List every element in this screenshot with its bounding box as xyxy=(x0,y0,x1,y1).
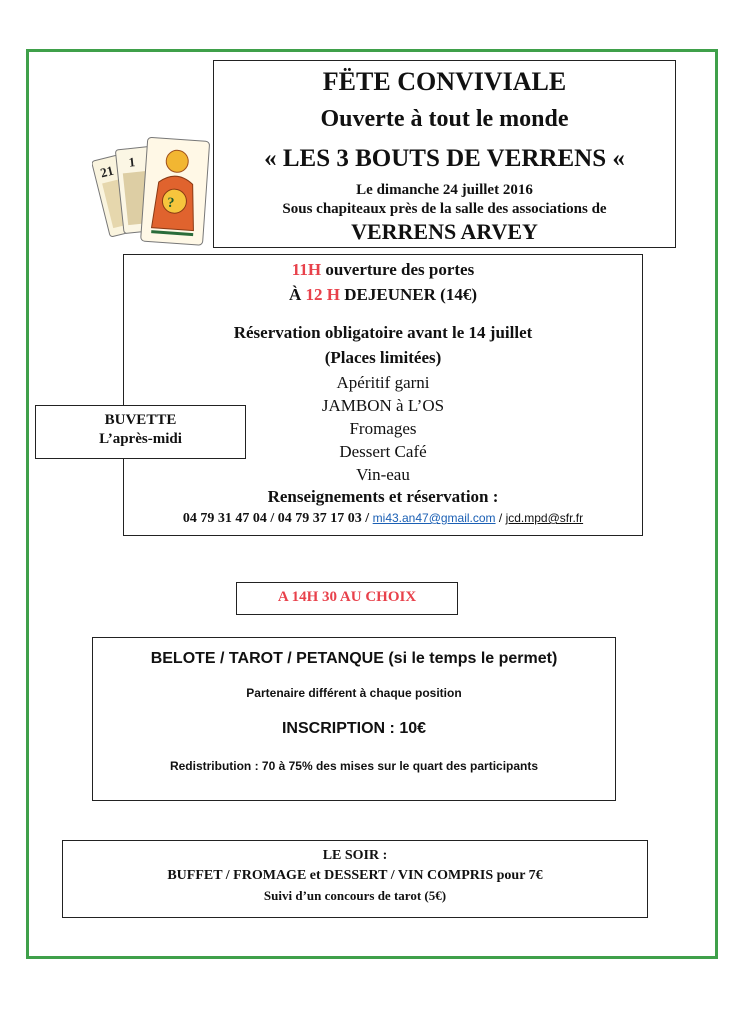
phone-numbers: 04 79 31 47 04 / 04 79 37 17 03 / xyxy=(182,511,370,526)
buvette-subtitle: L’après-midi xyxy=(99,431,182,447)
afternoon-label: A 14H 30 AU CHOIX xyxy=(277,589,417,605)
tarot-cards-illustration xyxy=(92,133,212,248)
evening-menu: BUFFET / FROMAGE et DESSERT / VIN COMPRIS pour 7€ xyxy=(167,868,543,883)
opening-line xyxy=(124,260,642,280)
games-box xyxy=(92,637,616,801)
menu-box xyxy=(123,254,643,536)
email-separator: / xyxy=(495,511,506,525)
opening-text: ouverture des portes xyxy=(325,260,475,279)
event-town: VERRENS ARVEY xyxy=(351,219,538,244)
svg-text:?: ? xyxy=(166,195,175,212)
reservation-notice: Réservation obligatoire avant le 14 juillet xyxy=(233,323,533,342)
lunch-line xyxy=(124,285,642,305)
contact-line xyxy=(124,511,642,527)
menu-item: Vin-eau xyxy=(356,465,410,484)
event-place: Sous chapiteaux près de la salle des associations de xyxy=(282,201,607,217)
lunch-text: DEJEUNER (14€) xyxy=(344,285,477,304)
header-box xyxy=(213,60,676,248)
evening-title: LE SOIR : xyxy=(322,848,388,863)
email-link-1[interactable]: mi43.an47@gmail.com xyxy=(372,511,496,525)
buvette-title: BUVETTE xyxy=(104,412,177,428)
card-21-number: 21 xyxy=(98,162,115,181)
event-title: FËTE CONVIVIALE xyxy=(322,67,567,96)
inscription-fee: INSCRIPTION : 10€ xyxy=(281,720,427,737)
partner-rule: Partenaire différent à chaque position xyxy=(246,686,462,700)
lunch-time: 12 H xyxy=(305,285,341,304)
menu-item: JAMBON à L’OS xyxy=(321,396,445,415)
lunch-prefix: À xyxy=(289,285,302,304)
menu-item: Fromages xyxy=(349,419,417,438)
limited-places: (Places limitées) xyxy=(324,348,442,367)
menu-item: Dessert Café xyxy=(339,442,427,461)
evening-contest: Suivi d’un concours de tarot (5€) xyxy=(263,888,447,903)
email-link-2[interactable]: jcd.mpd@sfr.fr xyxy=(505,511,584,525)
event-subtitle: Ouverte à tout le monde xyxy=(320,106,569,132)
games-title: BELOTE / TAROT / PETANQUE (si le temps le permet) xyxy=(150,650,558,667)
card-1-number: 1 xyxy=(127,154,136,170)
buvette-box xyxy=(35,405,246,459)
redistribution-rule: Redistribution : 70 à 75% des mises sur le quart des participants xyxy=(169,759,539,773)
event-date: Le dimanche 24 juillet 2016 xyxy=(356,182,533,198)
info-title: Renseignements et réservation : xyxy=(267,487,499,506)
menu-item: Apéritif garni xyxy=(336,373,430,392)
opening-time: 11H xyxy=(291,260,322,279)
event-name: « LES 3 BOUTS DE VERRENS « xyxy=(264,145,625,172)
evening-box xyxy=(62,840,648,918)
afternoon-choice-box xyxy=(236,582,458,615)
